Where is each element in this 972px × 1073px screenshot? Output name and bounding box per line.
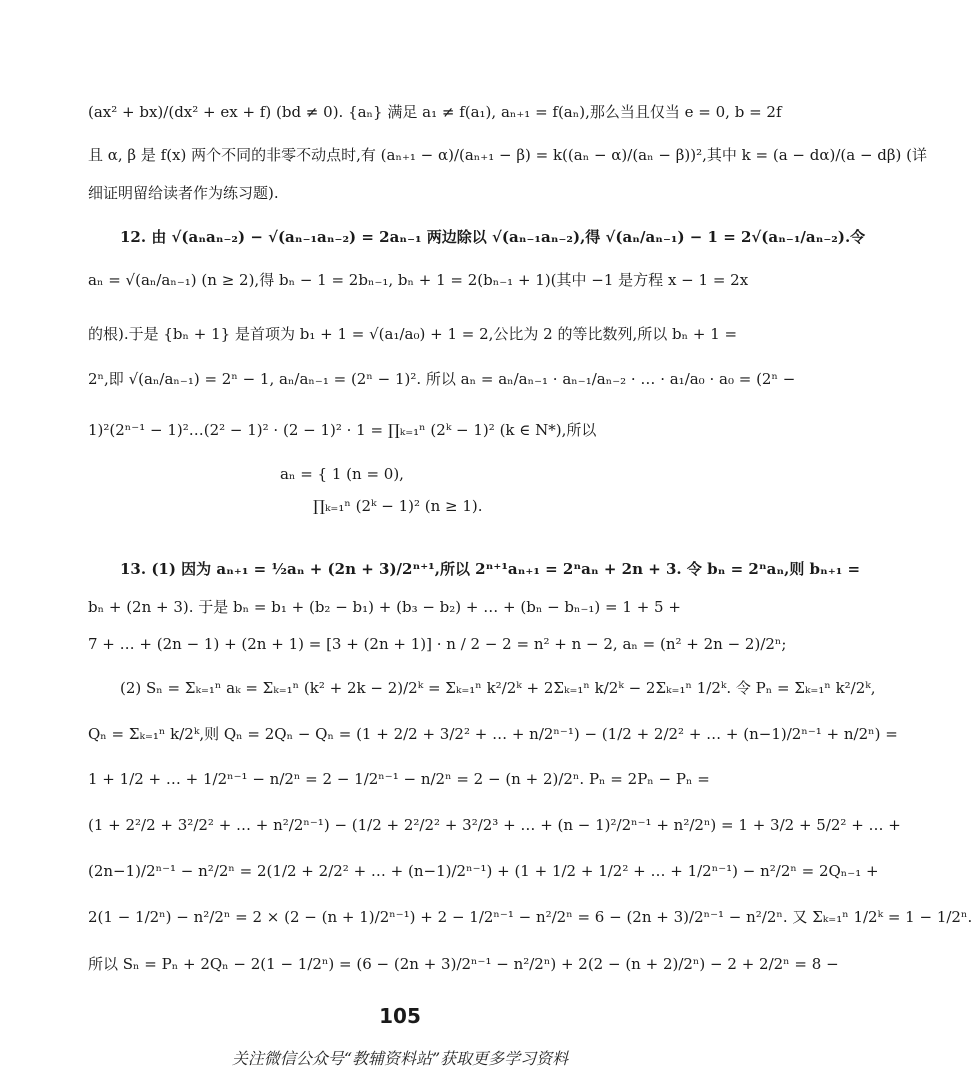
text-line-6: 的根).于是 {bₙ + 1} 是首项为 b₁ + 1 = √(a₁/a₀) + 1 = 2,公比为 2 的等比数列,所以 bₙ + 1 = — [88, 325, 738, 343]
text-line-18: (2n−1)/2ⁿ⁻¹ − n²/2ⁿ = 2(1/2 + 2/2² + … + (n−1)/2ⁿ⁻¹) + (1 + 1/2 + 1/2² + … + 1/2ⁿ⁻¹) − n²/2ⁿ = 2Qₙ₋₁ + — [88, 862, 879, 880]
text-line-19: 2(1 − 1/2ⁿ) − n²/2ⁿ = 2 × (2 − (n + 1)/2ⁿ⁻¹) + 2 − 1/2ⁿ⁻¹ − n²/2ⁿ = 6 − (2n + 3)/2ⁿ⁻¹ − n²/2ⁿ. 又 Σₖ₌₁ⁿ 1/2ᵏ = 1 − 1/2ⁿ. — [88, 908, 972, 926]
piecewise-formula-row-2: ∏ₖ₌₁ⁿ (2ᵏ − 1)² (n ≥ 1). — [313, 497, 483, 515]
text-line-14: (2) Sₙ = Σₖ₌₁ⁿ aₖ = Σₖ₌₁ⁿ (k² + 2k − 2)/2ᵏ = Σₖ₌₁ⁿ k²/2ᵏ + 2Σₖ₌₁ⁿ k/2ᵏ − 2Σₖ₌₁ⁿ 1/2ᵏ. 令 Pₙ = Σₖ₌₁ⁿ k²/2ᵏ, — [120, 679, 876, 697]
text-line-1: (ax² + bx)/(dx² + ex + f) (bd ≠ 0). {aₙ} 满足 a₁ ≠ f(a₁), aₙ₊₁ = f(aₙ),那么当且仅当 e = 0, b = 2f — [88, 103, 782, 121]
problem-13-heading: 13. (1) 因为 aₙ₊₁ = ½aₙ + (2n + 3)/2ⁿ⁺¹,所以 2ⁿ⁺¹aₙ₊₁ = 2ⁿaₙ + 2n + 3. 令 bₙ = 2ⁿaₙ,则 bₙ₊₁ = — [120, 560, 861, 578]
footer-note: 关注微信公众号“教辅资料站”获取更多学习资料 — [231, 1049, 569, 1068]
text-line-12: bₙ + (2n + 3). 于是 bₙ = b₁ + (b₂ − b₁) + (b₃ − b₂) + … + (bₙ − bₙ₋₁) = 1 + 5 + — [88, 598, 681, 616]
text-line-16: 1 + 1/2 + … + 1/2ⁿ⁻¹ − n/2ⁿ = 2 − 1/2ⁿ⁻¹ − n/2ⁿ = 2 − (n + 2)/2ⁿ. Pₙ = 2Pₙ − Pₙ = — [88, 770, 710, 788]
text-line-2: 且 α, β 是 f(x) 两个不同的非零不动点时,有 (aₙ₊₁ − α)/(aₙ₊₁ − β) = k((aₙ − α)/(aₙ − β))²,其中 k = (a − dα)/(a − dβ) (详 — [88, 146, 928, 164]
piecewise-formula-row-1: aₙ = { 1 (n = 0), — [280, 465, 404, 483]
text-line-7: 2ⁿ,即 √(aₙ/aₙ₋₁) = 2ⁿ − 1, aₙ/aₙ₋₁ = (2ⁿ − 1)². 所以 aₙ = aₙ/aₙ₋₁ · aₙ₋₁/aₙ₋₂ · … · a₁/a₀ · a₀ = (2ⁿ − — [88, 370, 796, 388]
text-line-15: Qₙ = Σₖ₌₁ⁿ k/2ᵏ,则 Qₙ = 2Qₙ − Qₙ = (1 + 2/2 + 3/2² + … + n/2ⁿ⁻¹) − (1/2 + 2/2² + … + (n−1)/2ⁿ⁻¹ + n/2ⁿ) = — [88, 725, 898, 743]
text-line-8: 1)²(2ⁿ⁻¹ − 1)²…(2² − 1)² · (2 − 1)² · 1 = ∏ₖ₌₁ⁿ (2ᵏ − 1)² (k ∈ N*),所以 — [88, 421, 597, 439]
text-line-20: 所以 Sₙ = Pₙ + 2Qₙ − 2(1 − 1/2ⁿ) = (6 − (2n + 3)/2ⁿ⁻¹ − n²/2ⁿ) + 2(2 − (n + 2)/2ⁿ) − 2 + 2/2ⁿ = 8 − — [88, 955, 839, 973]
text-line-3: 细证明留给读者作为练习题). — [88, 184, 279, 202]
text-line-5: aₙ = √(aₙ/aₙ₋₁) (n ≥ 2),得 bₙ − 1 = 2bₙ₋₁, bₙ + 1 = 2(bₙ₋₁ + 1)(其中 −1 是方程 x − 1 = 2x — [88, 271, 749, 289]
text-line-13: 7 + … + (2n − 1) + (2n + 1) = [3 + (2n + 1)] · n / 2 − 2 = n² + n − 2, aₙ = (n² + 2n − 2)/2ⁿ; — [88, 635, 787, 653]
problem-12-heading: 12. 由 √(aₙaₙ₋₂) − √(aₙ₋₁aₙ₋₂) = 2aₙ₋₁ 两边除以 √(aₙ₋₁aₙ₋₂),得 √(aₙ/aₙ₋₁) − 1 = 2√(aₙ₋₁/aₙ₋₂).令 — [120, 228, 866, 246]
page-number: 105 — [379, 1004, 421, 1028]
text-line-17: (1 + 2²/2 + 3²/2² + … + n²/2ⁿ⁻¹) − (1/2 + 2²/2² + 3²/2³ + … + (n − 1)²/2ⁿ⁻¹ + n²/2ⁿ) = 1 + 3/2 + 5/2² + … + — [88, 816, 901, 834]
